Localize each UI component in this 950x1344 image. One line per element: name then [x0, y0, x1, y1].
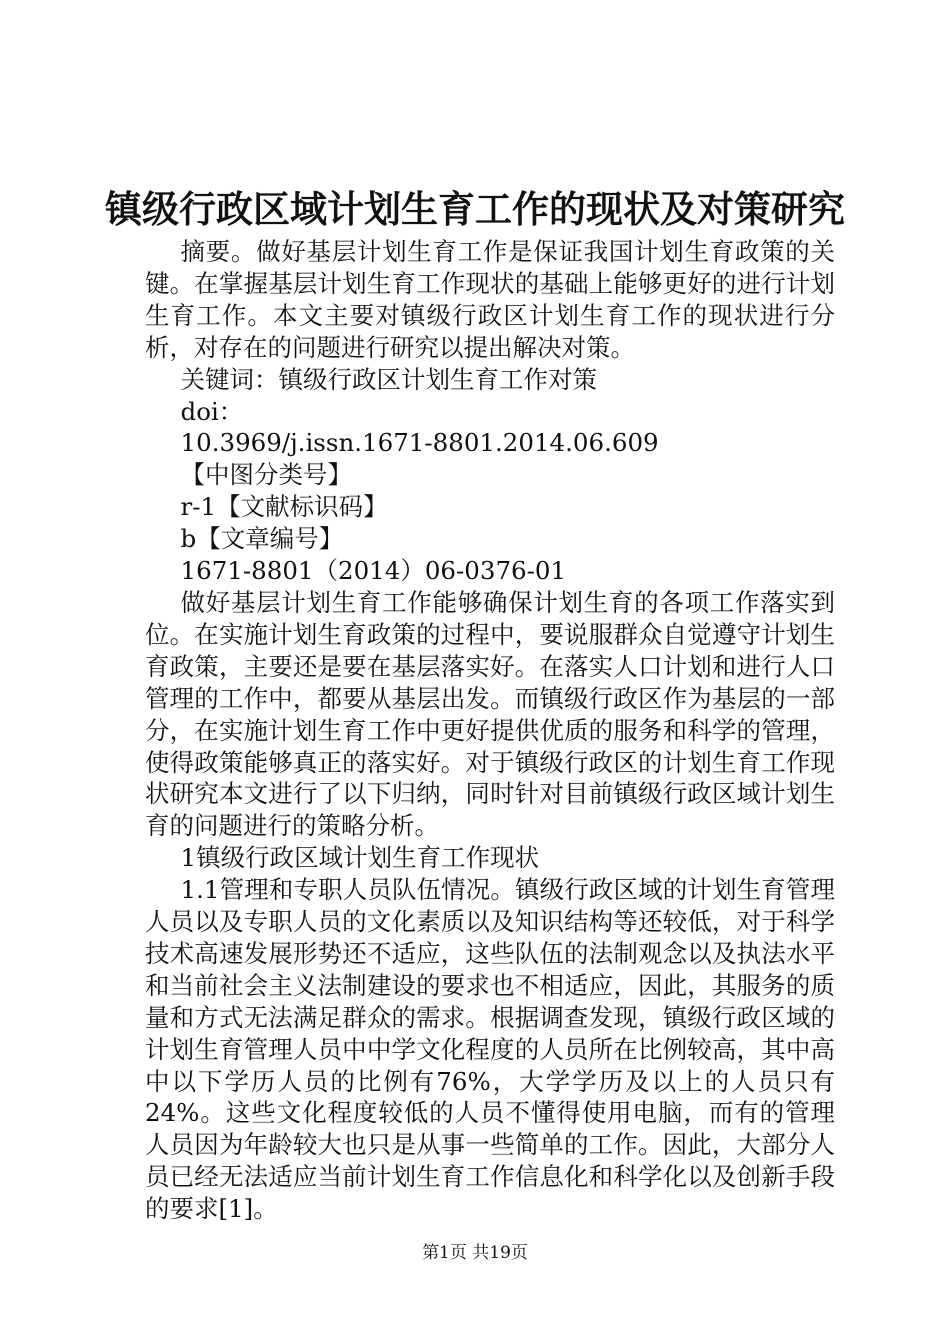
- keywords-line: 关键词：镇级行政区计划生育工作对策: [180, 364, 598, 394]
- section-1-heading: 1镇级行政区域计划生育工作现状: [180, 843, 540, 873]
- article-number-value: 1671-8801（2014）06-0376-01: [180, 556, 567, 586]
- intro-paragraph: 做好基层计划生育工作能够确保计划生育的各项工作落实到位。在实施计划生育政策的过程中，要说服群众自觉遵守计划生育政策，主要还是要在基层落实好。在落实人口计划和进行人口管理的工作中，都要从基层出发。而镇级行政区作为基层的一部分，在实施计划生育工作中更好提供优质的服务和科学的管理，使得政策能够真正的落实好。对于镇级行政区的计划生育工作现状研究本文进行了以下归纳，同时针对目前镇级行政区域计划生育的问题进行的策略分析。: [145, 587, 835, 841]
- abstract-paragraph: 摘要。做好基层计划生育工作是保证我国计划生育政策的关键。在掌握基层计划生育工作现状的基础上能够更好的进行计划生育工作。本文主要对镇级行政区计划生育工作的现状进行分析，对存在的问题进行研究以提出解决对策。: [145, 237, 835, 362]
- clc-label: 【中图分类号】: [180, 460, 353, 490]
- document-title: 镇级行政区域计划生育工作的现状及对策研究: [105, 187, 845, 231]
- page-footer: 第1页 共19页: [422, 1243, 528, 1263]
- doi-value: 10.3969/j.issn.1671-8801.2014.06.609: [180, 428, 659, 458]
- article-number-label: b【文章编号】: [180, 524, 344, 554]
- document-body: [145, 236, 835, 1225]
- section-1-1-paragraph: 1.1管理和专职人员队伍情况。镇级行政区域的计划生育管理人员以及专职人员的文化素质以及知识结构等还较低，对于科学技术高速发展形势还不适应，这些队伍的法制观念以及执法水平和当前社会主义法制建设的要求也不相适应，因此，其服务的质量和方式无法满足群众的需求。根据调查发现，镇级行政区域的计划生育管理人员中中学文化程度的人员所在比例较高，其中高中以下学历人员的比例有76%，大学学历及以上的人员只有24%。这些文化程度较低的人员不懂得使用电脑，而有的管理人员因为年龄较大也只是从事一些简单的工作。因此，大部分人员已经无法适应当前计划生育工作信息化和科学化以及创新手段的要求[1]。: [145, 875, 835, 1224]
- document-code-line: r-1【文献标识码】: [180, 492, 388, 522]
- doi-label: doi：: [180, 396, 244, 426]
